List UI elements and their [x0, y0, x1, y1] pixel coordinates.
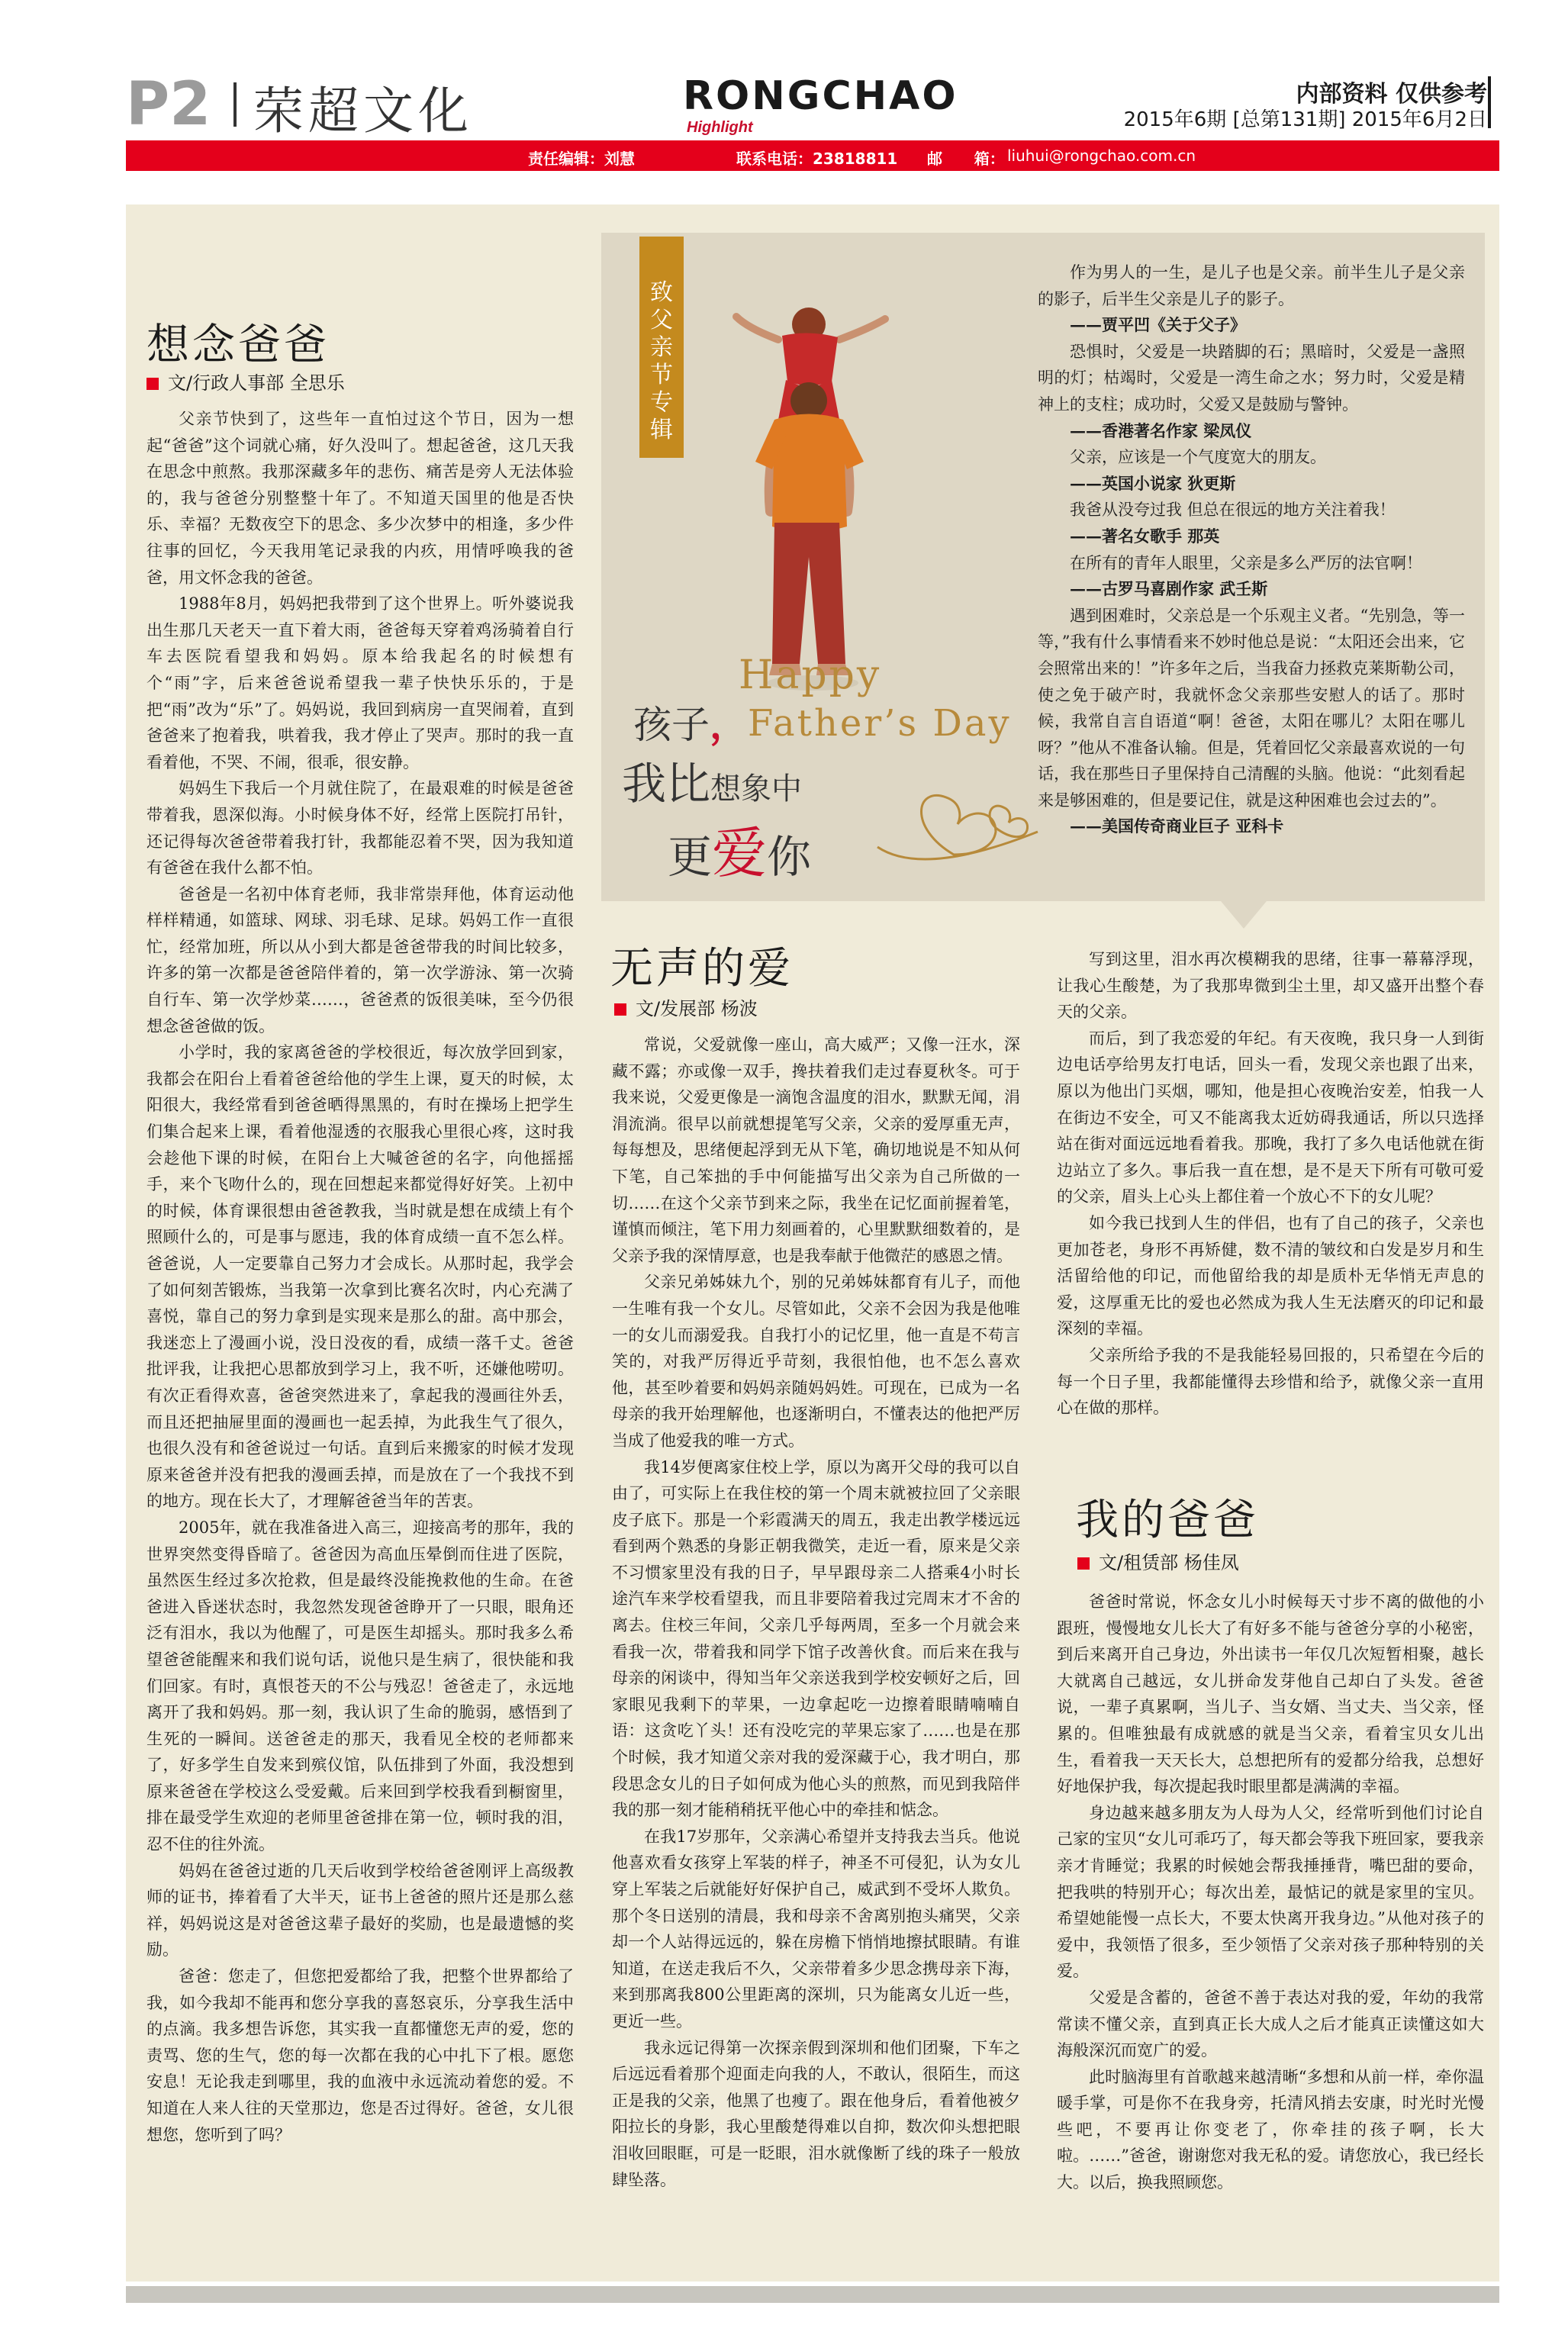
quote-source: ——贾平凹《关于父子》 — [1070, 315, 1246, 335]
paragraph: 小学时，我的家离爸爸的学校很近，每次放学回到家，我都会在阳台上看着爸爸给他的学生上课，夏天的时候，太阳很大，我经常看到爸爸晒得黑黑的，有时在操场上把学生们集合起来上课，看着他湿透的衣服我心里很心疼，这时我会趁他下课的时候，在阳台上大喊爸爸的名字，向他摇摇手，来个飞吻什么的，现在回想起来都觉得好好笑。上初中的时候，体育课很想由爸爸教我，当时就是想在成绩上有个照顾什么的，可是事与愿违，我的体育成绩一直不怎么样。爸爸说，人一定要靠自己努力才会成长。从那时起，我学会了如何刻苦锻炼，当我第一次拿到比赛名次时，内心充满了喜悦，靠自己的努力拿到是实现来是那么的甜。高中那会，我迷恋上了漫画小说，没日没夜的看，成绩一落千丈。爸爸批评我，让我把心思都放到学习上，我不听，还嫌他唠叨。有次正看得欢喜，爸爸突然进来了，拿起我的漫画往外丢，而且还把抽屉里面的漫画也一起丢掉，为此我生气了很久，也很久没有和爸爸说过一句话。直到后来搬家的时候才发现原来爸爸并没有把我的漫画丢掉，而是放在了一个我找不到的地方。现在长大了，才理解爸爸当年的苦衷。 — [146, 1043, 574, 1511]
quotes-section — [1038, 259, 1465, 840]
paragraph: 我永远记得第一次探亲假到深圳和他们团聚，下车之后远远看着那个迎面走向我的人，不敢认，很陌生，而这正是我的父亲，他黑了也瘦了。跟在他身后，看着他被夕阳拉长的身影，我心里酸楚得难以自抑，数次仰头想把眼泪收回眼眶，可是一眨眼，泪水就像断了线的珠子一般放肆坠落。 — [612, 2038, 1020, 2189]
editor-bar — [126, 140, 1499, 171]
editor-phone: 联系电话：23818811 — [736, 150, 898, 168]
article2-body-col1 — [612, 1032, 1020, 2268]
slogan-more: 更 — [668, 831, 713, 883]
paragraph: 妈妈生下我后一个月就住院了，在最艰难的时候是爸爸带着我，恩深似海。小时候身体不好，经常上医院打吊针，还记得每次爸爸带着我打针，我都能忍着不哭，因为我知道有爸爸在我什么都不怕。 — [146, 779, 574, 878]
article3-title: 我的爸爸 — [1076, 1496, 1259, 1545]
slogan-you: 你 — [767, 831, 812, 883]
quote-text: 作为男人的一生，是儿子也是父亲。前半生儿子是父亲的影子，后半生父亲是儿子的影子。 — [1038, 263, 1465, 308]
paragraph: 父亲节快到了，这些年一直怕过这个节日，因为一想起“爸爸”这个词就心痛，好久没叫了。想起爸爸，这几天我在思念中煎熬。我那深藏多年的悲伤、痛苦是旁人无法体验的，我与爸爸分别整整十年了。不知道天国里的他是否快乐、幸福？无数夜空下的思念、多少次梦中的相逢，多少件往事的回忆，今天我用笔记录我的内疚，用情呼唤我的爸爸，用文怀念我的爸爸。 — [146, 410, 574, 587]
quote-text: 恐惧时，父爱是一块踏脚的石；黑暗时，父爱是一盏照明的灯；枯竭时，父爱是一湾生命之水；努力时，父爱是精神上的支柱；成功时，父爱又是鼓励与警钟。 — [1038, 342, 1465, 414]
slogan-imagined: 想象中 — [710, 771, 803, 807]
byline-square-icon — [1077, 1557, 1090, 1570]
paragraph: 写到这里，泪水再次模糊我的思绪，往事一幕幕浮现，让我心生酸楚，为了我那卑微到尘土里，却又盛开出整个春天的父亲。 — [1057, 950, 1484, 1022]
article3-body — [1057, 1589, 1484, 2268]
quote-source: ——古罗马喜剧作家 武壬斯 — [1070, 579, 1268, 599]
paragraph: 爸爸时常说，怀念女儿小时候每天寸步不离的做他的小跟班，慢慢地女儿长大了有好多不能与爸爸分享的小秘密，到后来离开自己身边，外出读书一年仅几次短暂相聚，越长大就离自己越远，女儿拼命发芽他自己却白了头发。爸爸说，一辈子真累啊，当儿子、当女婿、当丈夫、当父亲，怪累的。但唯独最有成就感的就是当父亲，看着宝贝女儿出生，看着我一天天长大，总想把所有的爱都分给我，总想好好地保护我，每次提起我时眼里都是满满的幸福。 — [1057, 1592, 1484, 1796]
brand-logo: RONGCHAO — [683, 73, 958, 119]
quote-source: ——美国传奇商业巨子 亚科卡 — [1070, 816, 1284, 836]
slogan-comma: ， — [710, 702, 748, 747]
slogan-line-1 — [633, 694, 748, 749]
paragraph: 身边越来越多朋友为人母为人父，经常听到他们讨论自己家的宝贝“女儿可乖巧了，每天都会等我下班回家，要我亲亲才肯睡觉；我累的时候她会帮我捶捶背，嘴巴甜的要命，把我哄的特别开心；每次出差，最惦记的就是家里的宝贝。希望她能慢一点长大，不要太快离开我身边。”从他对孩子的爱中，我领悟了很多，至少领悟了父亲对孩子那种特别的关爱。 — [1057, 1803, 1484, 1981]
quote-text: 在所有的青年人眼里，父亲是多么严厉的法官啊！ — [1070, 553, 1422, 572]
article3-byline — [1077, 1547, 1239, 1574]
paragraph: 我14岁便离家住校上学，原以为离开父母的我可以自由了，可实际上在我住校的第一个周末就被拉回了父亲眼皮子底下。那是一个彩霞满天的周五，我走出教学楼远远看到两个熟悉的身影正朝我微笑，走近一看，原来是父亲不习惯家里没有我的日子，早早跟母亲二人搭乘4小时长途汽车来学校看望我，而且非要陪着我过完周末才不舍的离去。住校三年间，父亲几乎每两周，至多一个月就会来看我一次，带着我和同学下馆子改善伙食。而后来在我与母亲的闲谈中，得知当年父亲送我到学校安顿好之后，回家眼见我剩下的苹果，一边拿起吃一边擦着眼睛喃喃自语：这贪吃丫头！还有没吃完的苹果忘家了……也是在那个时候，我才知道父亲对我的爱深藏于心，我才明白，那段思念女儿的日子如何成为他心头的煎熬，而见到我陪伴我的那一刻才能稍稍抚平他心中的牵挂和惦念。 — [612, 1457, 1020, 1820]
article3-author: 文/租赁部 杨佳凤 — [1099, 1552, 1239, 1573]
paragraph: 1988年8月，妈妈把我带到了这个世界上。听外婆说我出生那几天老天一直下着大雨，爸爸每天穿着鸡汤骑着自行车去医院看望我和妈妈。原本给我起名的时候想有个“雨”字，后来爸爸说希望我一辈子快快乐乐的，于是把“雨”改为“乐”了。妈妈说，我回到病房一直哭闹着，直到爸爸来了抱着我，哄着我，我才停止了哭声。那时的我一直看着他，不哭、不闹，很乖，很安静。 — [146, 594, 574, 771]
quote-source: ——香港著名作家 梁凤仪 — [1070, 420, 1252, 440]
quote-text: 我爸从没夸过我 但总在很远的地方关注着我！ — [1070, 501, 1396, 520]
article1-body — [146, 406, 574, 2260]
paragraph: 爸爸：您走了，但您把爱都给了我，把整个世界都给了我，如今我却不能再和您分享我的喜怒哀乐，分享我生活中的点滴。我多想告诉您，其实我一直都懂您无声的爱，您的责骂、您的生气，您的每一次都在我的心中扎下了根。愿您安息！无论我走到哪里，我的血液中永远流动着您的爱。不知道在人来人往的天堂那边，您是否过得好。爸爸，女儿很想您，您听到了吗？ — [146, 1967, 574, 2144]
article1-author: 文/行政人事部 全思乐 — [168, 372, 345, 394]
editor-email[interactable]: liuhui@rongchao.com.cn — [1007, 147, 1196, 165]
happy-text: Happy — [739, 652, 882, 698]
paragraph: 妈妈在爸爸过逝的几天后收到学校给爸爸刚评上高级教师的证书，捧着看了大半天，证书上爸爸的照片还是那么慈祥，妈妈说这是对爸爸这辈子最好的奖励，也是最遗憾的奖励。 — [146, 1861, 574, 1960]
page-number: P2 — [126, 70, 211, 139]
paragraph: 父亲兄弟姊妹九个，别的兄弟姊妹都育有儿子，而他一生唯有我一个女儿。尽管如此，父亲不会因为我是他唯一的女儿而溺爱我。自我打小的记忆里，他一直是不苟言笑的，对我严厉得近乎苛刻，我很怕他，也不怎么喜欢他，甚至吵着要和妈妈亲随妈妈姓。可现在，已成为一名母亲的我开始理解他，也逐渐明白，不懂表达的他把严厉当成了他爱我的唯一方式。 — [612, 1273, 1020, 1450]
byline-square-icon — [146, 378, 159, 390]
paragraph: 父爱是含蓄的，爸爸不善于表达对我的爱，年幼的我常常读不懂父亲，直到真正长大成人之后才能真正读懂这如大海般深沉而宽广的爱。 — [1057, 1988, 1484, 2060]
article1-title: 想念爸爸 — [146, 320, 330, 370]
article2-title: 无声的爱 — [610, 944, 794, 993]
paragraph: 此时脑海里有首歌越来越清晰“多想和从前一样，牵你温暖手掌，可是你不在我身旁，托清风捎去安康，时光时光慢些吧，不要再让你变老了，你牵挂的孩子啊，长大啦。……”爸爸，谢谢您对我无私的爱。请您放心，我已经长大。以后，换我照顾您。 — [1057, 2067, 1484, 2192]
slogan-line-3 — [668, 809, 811, 888]
article2-byline — [614, 993, 758, 1020]
father-child-illustration — [725, 298, 908, 694]
article2-author: 文/发展部 杨波 — [636, 998, 758, 1019]
paragraph: 如今我已找到人生的伴侣，也有了自己的孩子，父亲也更加苍老，身形不再矫健，数不清的皱纹和白发是岁月和生活留给他的印记，而他留给我的却是质朴无华悄无声息的爱，这厚重无比的爱也必然成为我人生无法磨灭的印记和最深刻的幸福。 — [1057, 1213, 1484, 1338]
quote-source: ——著名女歌手 那英 — [1070, 526, 1220, 546]
article1-byline — [146, 368, 345, 394]
issue-info: 2015年6期 [总第131期] 2015年6月2日 — [1123, 108, 1487, 131]
header-divider — [233, 82, 237, 127]
slogan-love: 爱 — [712, 821, 768, 885]
article2-body-col2 — [1057, 946, 1484, 1418]
paragraph: 常说，父爱就像一座山，高大威严；又像一汪水，深藏不露；亦或像一双手，搀扶着我们走过春夏秋冬。可于我来说，父爱更像是一滴饱含温度的泪水，默默无闻，涓涓流淌。很早以前就想提笔写父亲，父亲的爱厚重无声，每每想及，思绪便起浮到无从下笔，确切地说是不知从何下笔，自己笨拙的手中何能描写出父亲为自己所做的一切……在这个父亲节到来之际，我坐在记忆面前握着笔，谨慎而倾注，笔下用力刻画着的，心里默默细数着的，是父亲予我的深情厚意，也是我奉献于他微茫的感恩之情。 — [612, 1035, 1020, 1265]
email-label: 邮 箱： — [927, 150, 1005, 168]
slogan-i-than: 我比 — [622, 758, 711, 810]
special-edition-label: 致父亲节专辑 — [650, 279, 673, 443]
paragraph: 爸爸是一名初中体育老师，我非常崇拜他，体育运动他样样精通，如篮球、网球、羽毛球、足球。妈妈工作一直很忙，经常加班，所以从小到大都是爸爸带我的时间比较多，许多的第一次都是爸爸陪伴着的，第一次学游泳、第一次骑自行车、第一次学炒菜……，爸爸煮的饭很美味，至今仍很想念爸爸做的饭。 — [146, 884, 574, 1035]
quote-text: 父亲，应该是一个气度宽大的朋友。 — [1070, 448, 1326, 467]
brand-subtitle: Highlight — [687, 119, 753, 136]
slogan-child: 孩子 — [633, 703, 710, 747]
slogan-line-2 — [622, 748, 802, 812]
paragraph: 2005年，就在我准备进入高三，迎接高考的那年，我的世界突然变得昏暗了。爸爸因为高血压晕倒而住进了医院，虽然医生经过多次抢救，但是最终没能挽救他的生命。在爸爸进入昏迷状态时，我忽然发现爸爸睁开了一只眼，眼角还泛有泪水，我以为他醒了，可是医生却摇头。那时我多么希望爸爸能醒来和我们说句话，说他只是生病了，很快能和我们回家。有时，真恨苍天的不公与残忍！爸爸走了，永远地离开了我和妈妈。那一刻，我认识了生命的脆弱，感悟到了生死的一瞬间。送爸爸走的那天，我看见全校的老师都来了，好多学生自发来到殡仪馆，队伍排到了外面，我没想到原来爸爸在学校这么受爱戴。后来回到学校我看到橱窗里，排在最受学生欢迎的老师里爸爸排在第一位，顿时我的泪，忍不住的往外流。 — [146, 1518, 574, 1854]
heart-icon — [862, 755, 1053, 885]
editor-name: 责任编辑：刘慧 — [528, 150, 635, 168]
quote-text: 遇到困难时，父亲总是一个乐观主义者。“先别急，等一等，”我有什么事情看来不妙时他总是说：“太阳还会出来，它会照常出来的！”许多年之后，当我奋力拯救克莱斯勒公司，使之免于破产时，我就怀念父亲那些安慰人的话了。那时候，我常自言自语道“啊！爸爸，太阳在哪儿？太阳在哪儿呀？”他从不准备认输。但是，凭着回忆父亲最喜欢说的一句话，我在那些日子里保持自己清醒的头脑。他说：“此刻看起来是够困难的，但是要记住，就是这种困难也会过去的”。 — [1038, 606, 1465, 810]
paragraph: 在我17岁那年，父亲满心希望并支持我去当兵。他说他喜欢看女孩穿上军装的样子，神圣不可侵犯，认为女儿穿上军装之后就能好好保护自己，威武到不受坏人欺负。那个冬日送别的清晨，我和母亲不舍离别抱头痛哭，父亲却一个人站得远远的，躲在房檐下悄悄地擦拭眼睛。有谁知道，在送走我后不久，父亲带着多少思念携母亲下海，来到那离我800公里距离的深圳，只为能离女儿近一些，更近一些。 — [612, 1827, 1020, 2030]
restricted-notice: 内部资料 仅供参考 — [1296, 81, 1487, 108]
header-edge-bar — [1488, 76, 1491, 128]
speech-bubble-tail — [1221, 901, 1267, 929]
special-edition-tag — [639, 237, 684, 458]
bottom-bar — [126, 2286, 1499, 2303]
byline-square-icon — [614, 1003, 626, 1016]
quote-source: ——英国小说家 狄更斯 — [1070, 473, 1236, 493]
paragraph: 父亲所给予我的不是我能轻易回报的，只希望在今后的每一个日子里，我都能懂得去珍惜和给予，就像父亲一直用心在做的那样。 — [1057, 1345, 1484, 1418]
fathers-day-text: Father’s Day — [748, 702, 1012, 745]
paragraph: 而后，到了我恋爱的年纪。有天夜晚，我只身一人到街边电话亭给男友打电话，回头一看，发现父亲也跟了出来，原以为他出门买烟，哪知，他是担心夜晚治安差，怕我一人在街边不安全，可又不能离我太近妨碍我通话，所以只选择站在街对面远远地看着我。那晚，我打了多久电话他就在街边站立了多久。事后我一直在想，是不是天下所有可敬可爱的父亲，眉头上心头上都住着一个放心不下的女儿呢？ — [1057, 1029, 1484, 1206]
section-title: 荣超文化 — [253, 82, 473, 140]
